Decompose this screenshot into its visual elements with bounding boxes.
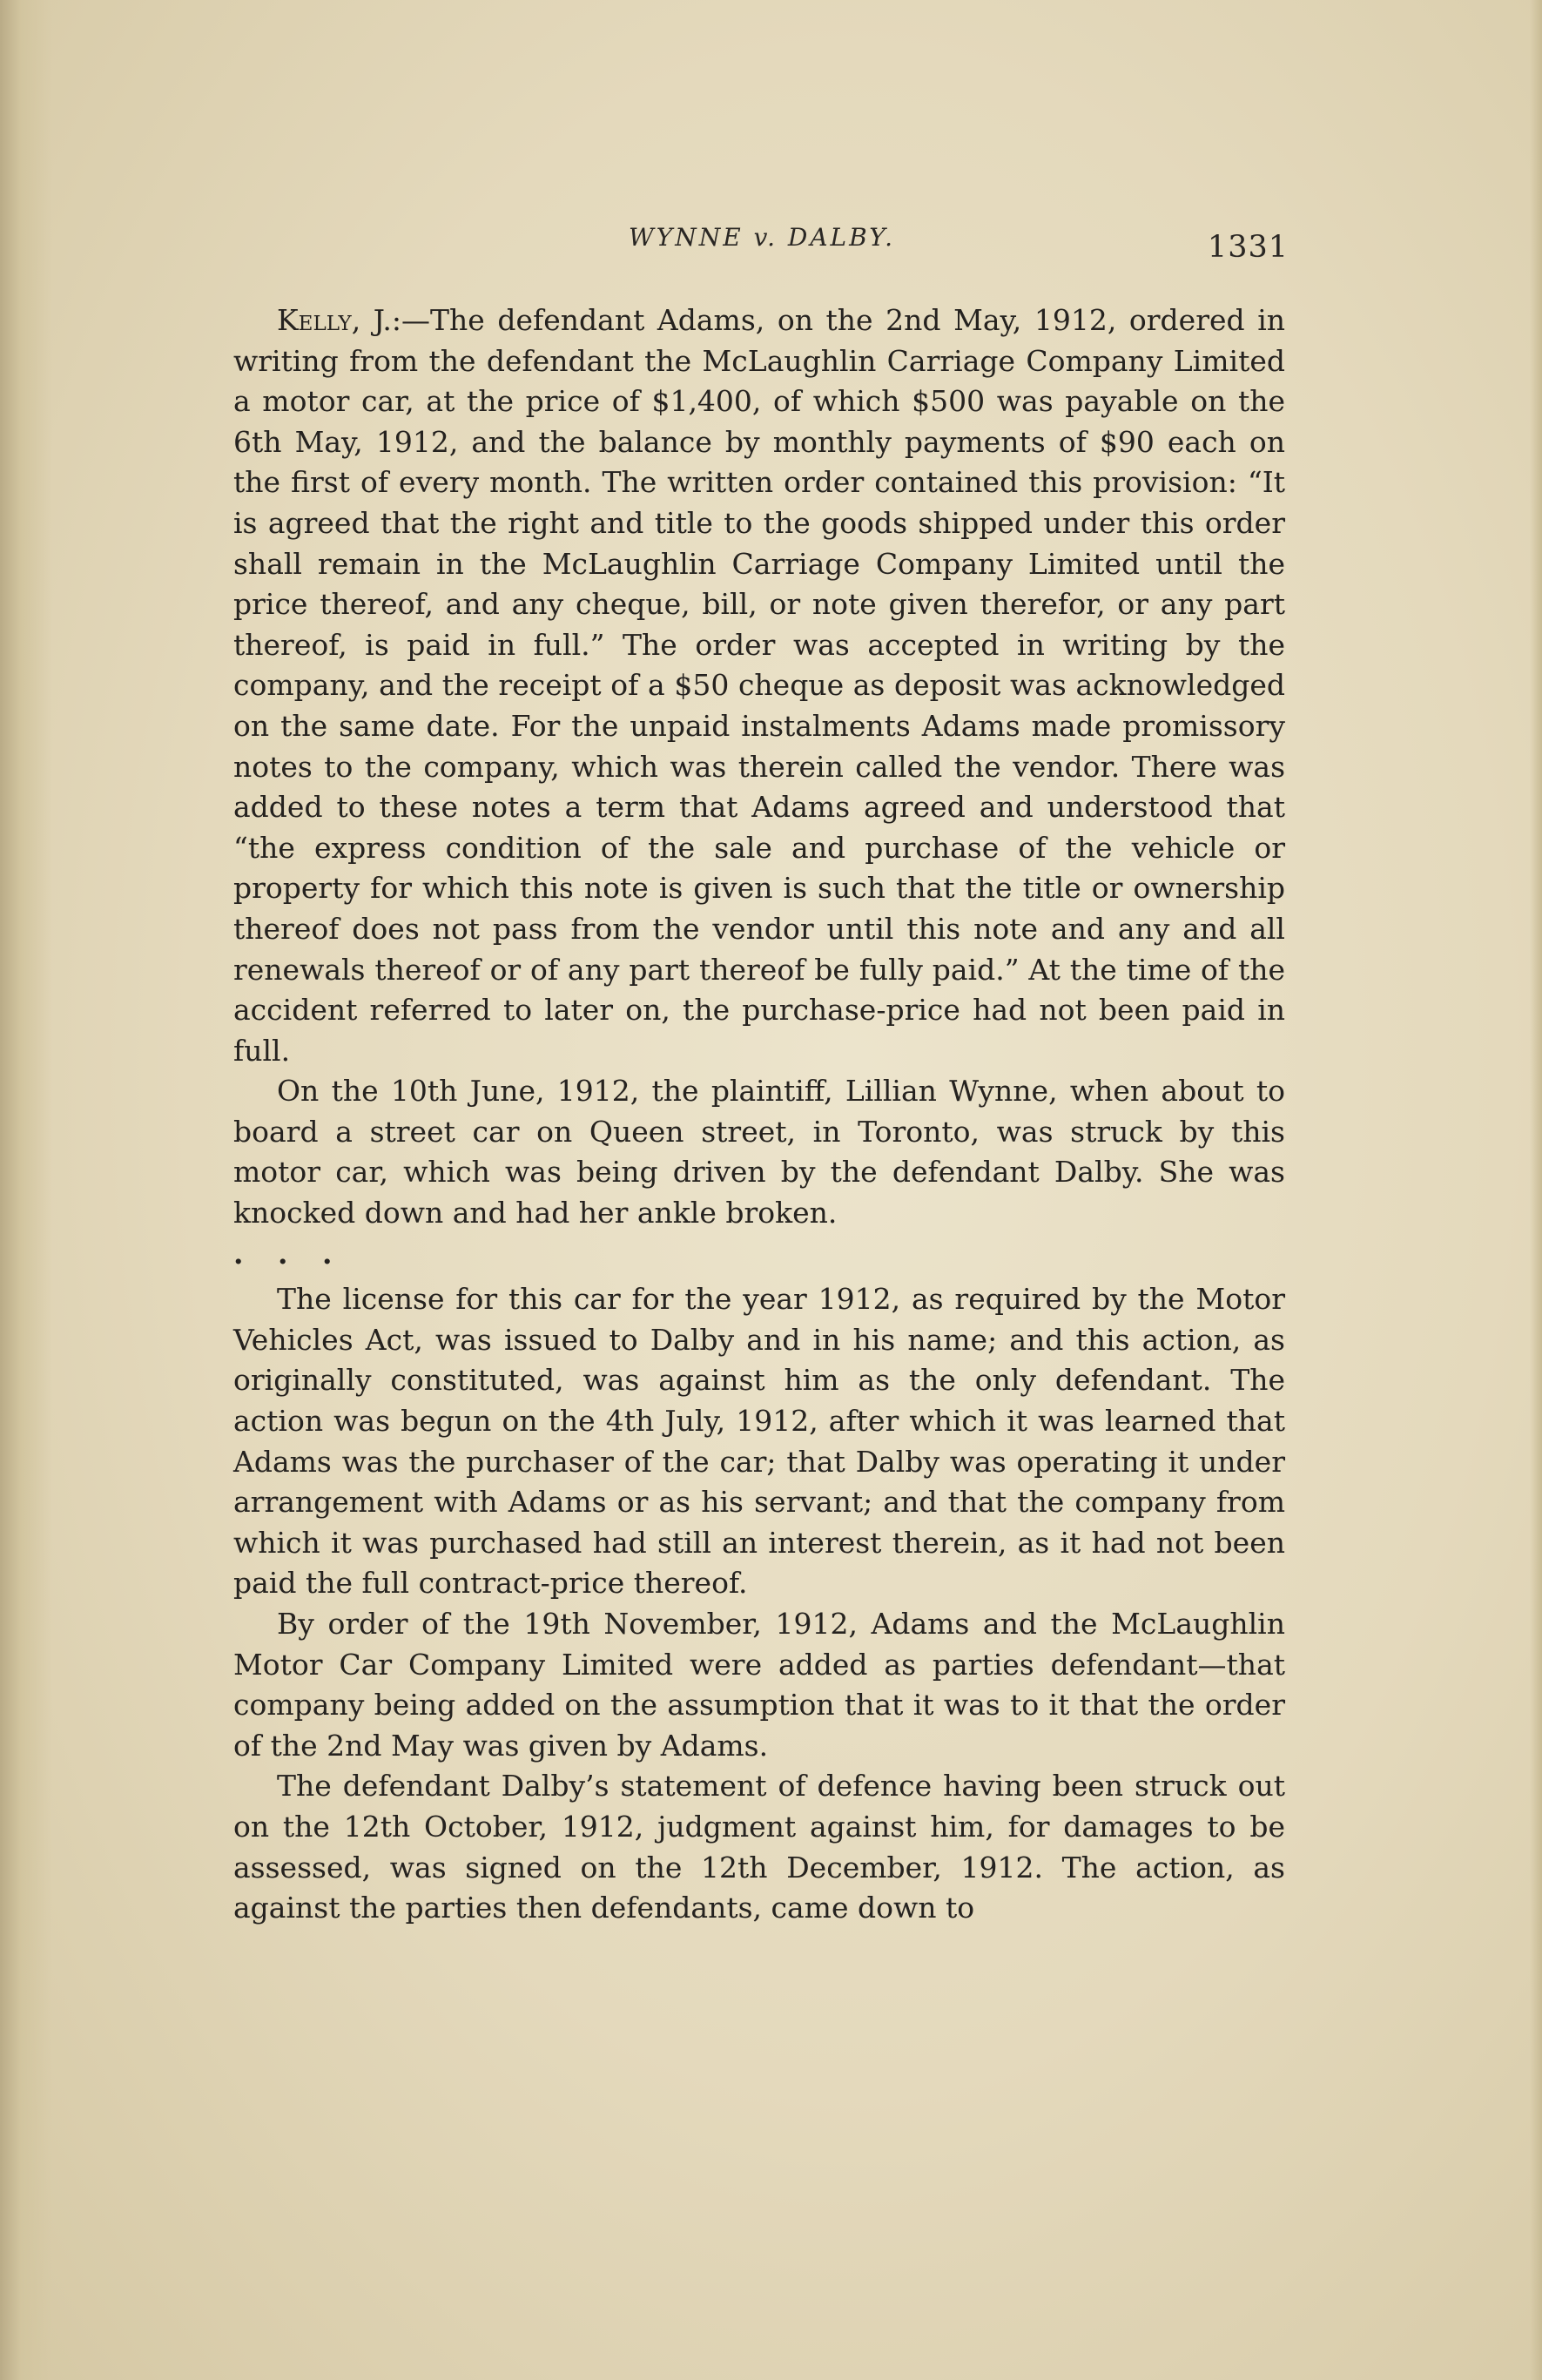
binding-gutter-shadow <box>0 0 52 2380</box>
paragraph-1-text: :—The defendant Adams, on the 2nd May, 1912, ordered in writing from the defendant the McLaughlin Carriage Company Limited a motor car, at the price of $1,400, of which $500 was payable on the 6th May, 1912, and the balance by monthly payments of $90 each on the first of every month. The written order contained this provision: “It is agreed that the right and title to the goods shipped under this order shall remain in the McLaughlin Carriage Company Limited until the price thereof, and any cheque, bill, or note given therefor, or any part thereof, is paid in full.” The order was accepted in writing by the company, and the receipt of a $50 cheque as deposit was acknowledged on the same date. For the unpaid instalments Adams made promissory notes to the company, which was therein called the vendor. There was added to these notes a term that Adams agreed and understood that “the express condition of the sale and purchase of the vehicle or property for which this note is given is such that the title or ownership thereof does not pass from the vendor until this note and any and all renewals thereof or of any part thereof be fully paid.” At the time of the accident referred to later on, the purchase-price had not been paid in full. <box>233 303 1285 1068</box>
paragraph-1 <box>233 300 1285 1071</box>
running-title: WYNNE v. DALBY. <box>628 223 896 252</box>
page-header <box>235 218 1289 270</box>
page-edge-shadow <box>1530 0 1542 2380</box>
paragraph-4: By order of the 19th November, 1912, Adams and the McLaughlin Motor Car Company Limited were added as parties defendant—that company being added on the assumption that it was to it that the order of the 2nd May was given by Adams. <box>233 1607 1285 1763</box>
page-number: 1331 <box>1207 230 1289 265</box>
judge-name: Kelly, J. <box>277 303 392 337</box>
ellipsis-omission: . . . <box>233 1236 345 1271</box>
body-text <box>233 300 1285 1929</box>
paragraph-3: The license for this car for the year 1912, as required by the Motor Vehicles Act, was issued to Dalby and in his name; and this action, as originally constituted, was against him as the only defendant. The action was begun on the 4th July, 1912, after which it was learned that Adams was the purchaser of the car; that Dalby was operating it under arrangement with Adams or as his servant; and that the company from which it was purchased had still an interest therein, as it had not been paid the full contract-price thereof. <box>233 1282 1285 1601</box>
paragraph-2: On the 10th June, 1912, the plaintiff, Lillian Wynne, when about to board a street car on Queen street, in Toronto, was struck by this motor car, which was being driven by the defendant Dalby. She was knocked down and had her ankle broken. <box>233 1074 1285 1230</box>
paragraph-5: The defendant Dalby’s statement of defence having been struck out on the 12th October, 1912, judgment against him, for damages to be assessed, was signed on the 12th December, 1912. The action, as against the parties then defendants, came down to <box>233 1769 1285 1925</box>
